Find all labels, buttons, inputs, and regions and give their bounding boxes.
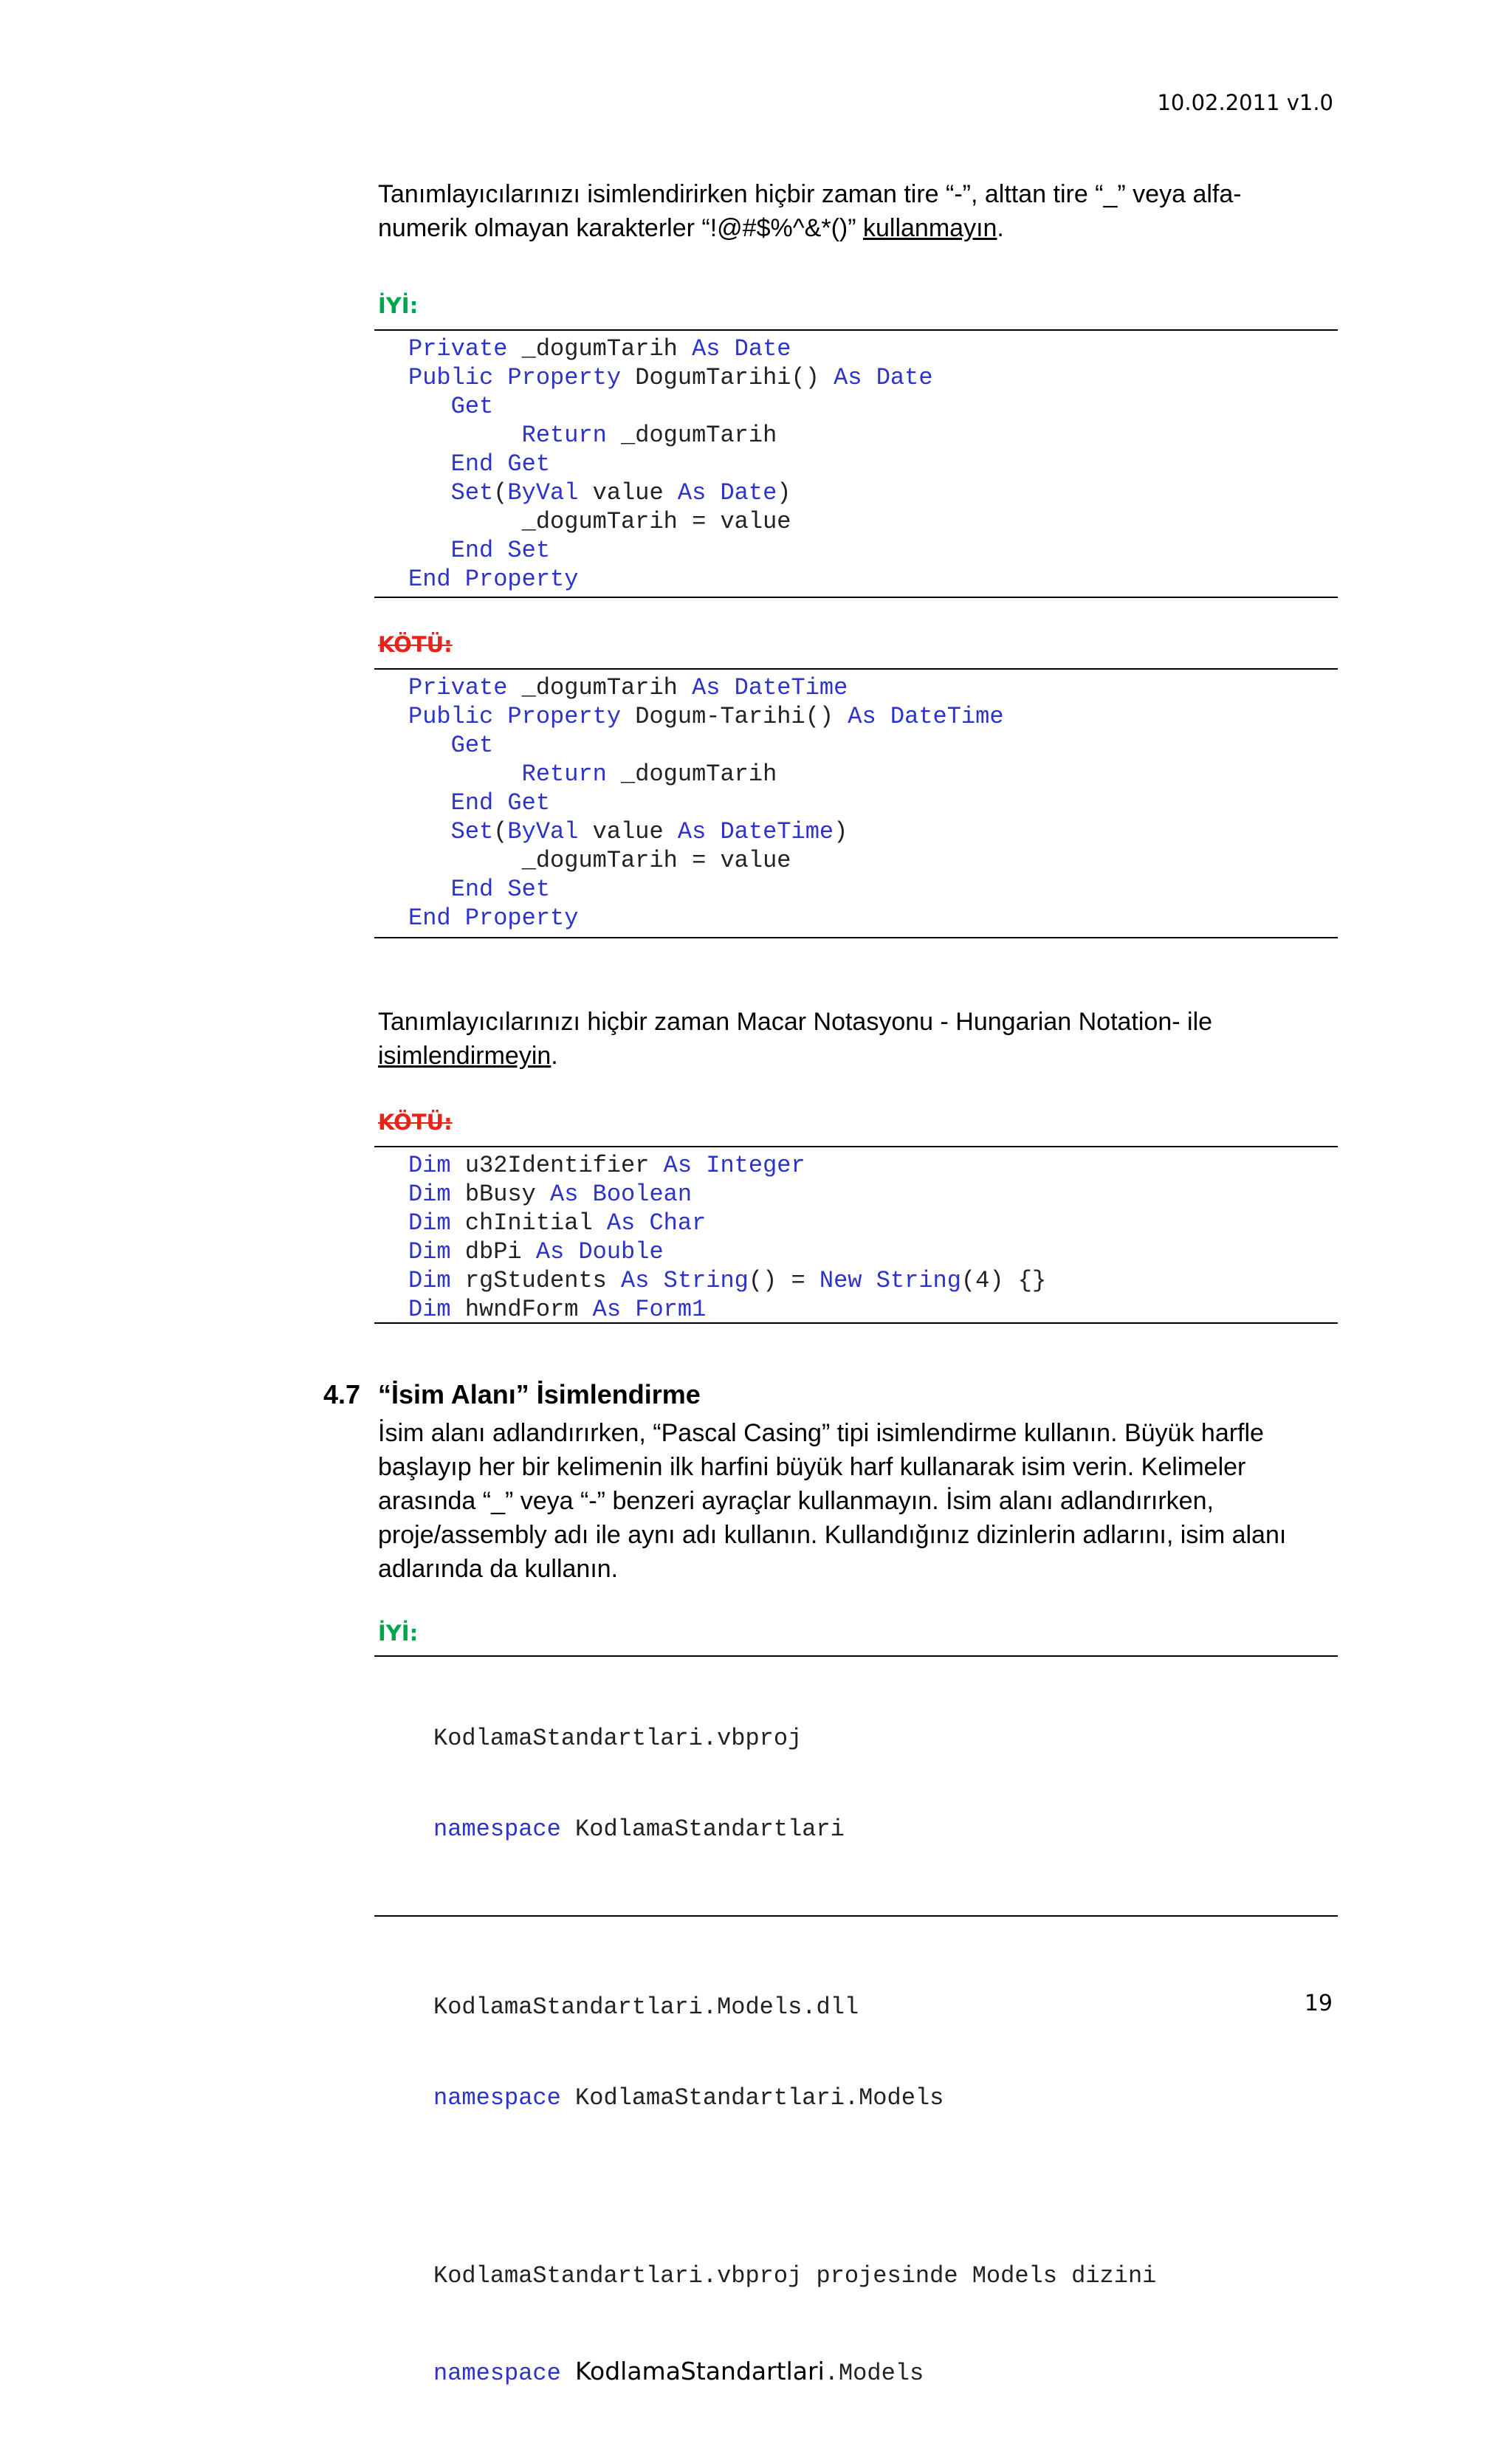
code-listing — [408, 673, 1338, 932]
code-keyword: Get — [507, 450, 551, 478]
code-keyword: As — [834, 364, 862, 391]
code-keyword: As — [677, 818, 707, 845]
code-text: rgStudents — [450, 1267, 622, 1294]
code-keyword: As — [606, 1209, 636, 1237]
good-label: İYİ: — [378, 293, 419, 318]
section-title: “İsim Alanı” İsimlendirme — [378, 1379, 701, 1409]
code-keyword: Set — [507, 876, 551, 903]
code-text: chInitial — [450, 1209, 607, 1237]
code-text — [862, 364, 876, 391]
code-text — [649, 1267, 663, 1294]
hungarian-line-1: Tanımlayıcılarınızı hiçbir zaman Macar Notasyonu - Hungarian Notation- ile — [378, 1008, 1213, 1036]
code-keyword: ByVal — [507, 818, 579, 845]
bad-label: KÖTÜ: — [378, 632, 453, 657]
code-keyword: End — [408, 904, 451, 932]
code-keyword: Dim — [408, 1181, 451, 1208]
code-keyword: Dim — [408, 1152, 451, 1179]
code-keyword: Set — [450, 479, 494, 506]
code-keyword: DateTime — [720, 818, 834, 845]
code-text: () = — [748, 1267, 819, 1294]
code-text — [876, 703, 890, 730]
code-text — [720, 335, 734, 363]
code-text: _dogumTarih — [507, 335, 693, 363]
code-line — [408, 1295, 1338, 1324]
body-line: proje/assembly adı ile aynı adı kullanın. Kullandığınız dizinlerin adlarını, isim alanı — [378, 1521, 1287, 1549]
code-line — [408, 875, 1338, 904]
namespace-code-listing — [433, 1663, 1338, 2449]
code-line — [408, 904, 1338, 932]
body-line: arasında “_” veya “-” benzeri ayraçlar kullanmayın. İsim alanı adlandırırken, — [378, 1487, 1214, 1515]
code-line — [408, 536, 1338, 565]
code-text: _dogumTarih = value — [521, 847, 791, 874]
code-line — [408, 334, 1338, 363]
code-keyword: namespace — [433, 2360, 561, 2387]
code-keyword: DateTime — [734, 674, 848, 701]
code-keyword: As — [592, 1296, 622, 1323]
code-keyword: As — [550, 1181, 579, 1208]
code-line: namespace KodlamaStandartlari.Models — [433, 2084, 944, 2112]
code-keyword: Private — [408, 674, 508, 701]
code-text: ) — [777, 479, 791, 506]
code-line — [408, 817, 1338, 846]
code-line: namespace KodlamaStandartlari.Models — [433, 2357, 924, 2387]
code-line: KodlamaStandartlari.vbproj projesinde Models dizini — [433, 2262, 1157, 2290]
code-text: hwndForm — [450, 1296, 593, 1323]
code-keyword: Get — [507, 789, 551, 817]
page-number: 19 — [1304, 1991, 1333, 2016]
code-keyword: End — [450, 876, 494, 903]
hungarian-paragraph — [378, 1005, 1338, 1073]
code-keyword: ByVal — [507, 479, 579, 506]
code-keyword: Public — [408, 364, 494, 391]
code-text: ( — [493, 818, 508, 845]
intro-line-1: Tanımlayıcılarınızı isimlendirirken hiçbir zaman tire “-”, alttan tire “_” veya alfa- — [378, 180, 1242, 208]
code-keyword: As — [677, 479, 707, 506]
code-line — [408, 1209, 1338, 1237]
code-text — [635, 1209, 649, 1237]
code-text — [720, 674, 734, 701]
code-keyword: Dim — [408, 1209, 451, 1237]
code-line — [408, 1266, 1338, 1295]
code-text — [621, 1296, 635, 1323]
code-text: dbPi — [450, 1238, 536, 1265]
code-text — [451, 566, 465, 593]
code-keyword: As — [621, 1267, 650, 1294]
section-heading — [323, 1379, 701, 1410]
code-keyword: Private — [408, 335, 508, 363]
code-text — [493, 703, 507, 730]
code-keyword: Dim — [408, 1238, 451, 1265]
code-keyword: namespace — [433, 2084, 561, 2112]
body-line: adlarında da kullanın. — [378, 1555, 619, 1583]
code-text: _dogumTarih — [606, 760, 777, 788]
code-text: u32Identifier — [450, 1152, 664, 1179]
code-text: _dogumTarih = value — [521, 508, 791, 535]
code-keyword: Set — [450, 818, 494, 845]
body-line: İsim alanı adlandırırken, “Pascal Casing” tipi isimlendirme kullanın. Büyük harfle — [378, 1419, 1264, 1447]
code-text: value — [578, 818, 678, 845]
code-text — [493, 537, 507, 564]
code-listing — [408, 334, 1338, 594]
code-line — [408, 450, 1338, 478]
good-code-block — [374, 329, 1338, 598]
hungarian-line-2: isimlendirmeyin. — [378, 1042, 558, 1070]
code-line: namespace KodlamaStandartlari — [433, 1816, 845, 1843]
good-label-2: İYİ: — [378, 1621, 419, 1646]
code-keyword: Property — [507, 703, 622, 730]
code-line — [408, 760, 1338, 789]
code-text: _dogumTarih — [507, 674, 693, 701]
code-text — [564, 1238, 578, 1265]
code-keyword: Set — [507, 537, 551, 564]
code-keyword: DateTime — [890, 703, 1004, 730]
code-text — [451, 904, 465, 932]
code-keyword: End — [450, 450, 494, 478]
code-text: Dogum-Tarihi() — [621, 703, 848, 730]
code-text: _dogumTarih — [606, 422, 777, 449]
code-line — [408, 507, 1338, 536]
code-line — [408, 702, 1338, 731]
body-line: başlayıp her bir kelimenin ilk harfini büyük harf kullanarak isim verin. Kelimeler — [378, 1453, 1246, 1481]
hungarian-code-block — [374, 1146, 1338, 1324]
code-line — [408, 731, 1338, 760]
code-keyword: As — [535, 1238, 565, 1265]
code-keyword: As — [848, 703, 876, 730]
code-keyword: Return — [521, 422, 607, 449]
namespace-paragraph — [378, 1416, 1338, 1586]
code-text: ) — [834, 818, 848, 845]
code-text — [706, 818, 720, 845]
code-line — [408, 673, 1338, 702]
intro-paragraph — [378, 177, 1338, 245]
code-text — [493, 789, 507, 817]
code-line: KodlamaStandartlari.vbproj — [433, 1725, 803, 1752]
code-text — [862, 1267, 876, 1294]
code-keyword: Boolean — [592, 1181, 693, 1208]
code-keyword: End — [450, 537, 494, 564]
underlined-word: kullanmayın — [863, 214, 997, 242]
code-line — [408, 1237, 1338, 1266]
code-text — [706, 479, 720, 506]
code-text — [692, 1152, 706, 1179]
bad-label-2: KÖTÜ: — [378, 1110, 453, 1135]
code-keyword: As — [692, 335, 721, 363]
code-keyword: Get — [450, 393, 494, 420]
code-line — [408, 789, 1338, 817]
code-line: KodlamaStandartlari.Models.dll — [433, 1993, 859, 2021]
code-keyword: Char — [649, 1209, 707, 1237]
code-keyword: Date — [734, 335, 791, 363]
code-keyword: End — [408, 566, 451, 593]
code-keyword: Property — [464, 566, 579, 593]
code-text: (4) {} — [961, 1267, 1047, 1294]
blank-line — [433, 1905, 1338, 1931]
code-keyword: Date — [720, 479, 777, 506]
code-keyword: Date — [876, 364, 933, 391]
code-line — [408, 1180, 1338, 1209]
code-text — [493, 364, 507, 391]
code-keyword: Integer — [706, 1152, 805, 1179]
code-text: DogumTarihi() — [621, 364, 834, 391]
code-keyword: End — [450, 789, 494, 817]
code-keyword: New — [819, 1267, 862, 1294]
code-keyword: Return — [521, 760, 607, 788]
code-keyword: Form1 — [635, 1296, 707, 1323]
code-keyword: As — [692, 674, 721, 701]
code-listing — [408, 1151, 1338, 1324]
header-date-version: 10.02.2011 v1.0 — [1157, 90, 1333, 115]
code-text: ( — [493, 479, 508, 506]
code-keyword: Public — [408, 703, 494, 730]
blank-line — [433, 2174, 1338, 2200]
code-text — [493, 876, 507, 903]
code-keyword: namespace — [433, 1816, 561, 1843]
code-keyword: String — [663, 1267, 749, 1294]
code-line — [408, 565, 1338, 594]
code-line — [408, 392, 1338, 421]
code-keyword: Property — [464, 904, 579, 932]
code-keyword: Dim — [408, 1267, 451, 1294]
section-number: 4.7 — [323, 1379, 361, 1409]
code-line — [408, 363, 1338, 392]
code-keyword: As — [663, 1152, 693, 1179]
code-keyword: Double — [578, 1238, 664, 1265]
code-line — [408, 1151, 1338, 1180]
code-keyword: String — [876, 1267, 961, 1294]
intro-line-2: numerik olmayan karakterler “!@#$%^&*()” kullanmayın. — [378, 214, 1004, 242]
code-text — [578, 1181, 592, 1208]
code-keyword: Property — [507, 364, 622, 391]
code-line — [408, 846, 1338, 875]
code-keyword: Get — [450, 732, 494, 759]
code-text: bBusy — [450, 1181, 551, 1208]
underlined-word: isimlendirmeyin — [378, 1042, 551, 1070]
bad-code-block — [374, 668, 1338, 938]
code-line — [408, 421, 1338, 450]
code-text: value — [578, 479, 678, 506]
code-text — [493, 450, 507, 478]
code-line — [408, 478, 1338, 507]
code-keyword: Dim — [408, 1296, 451, 1323]
